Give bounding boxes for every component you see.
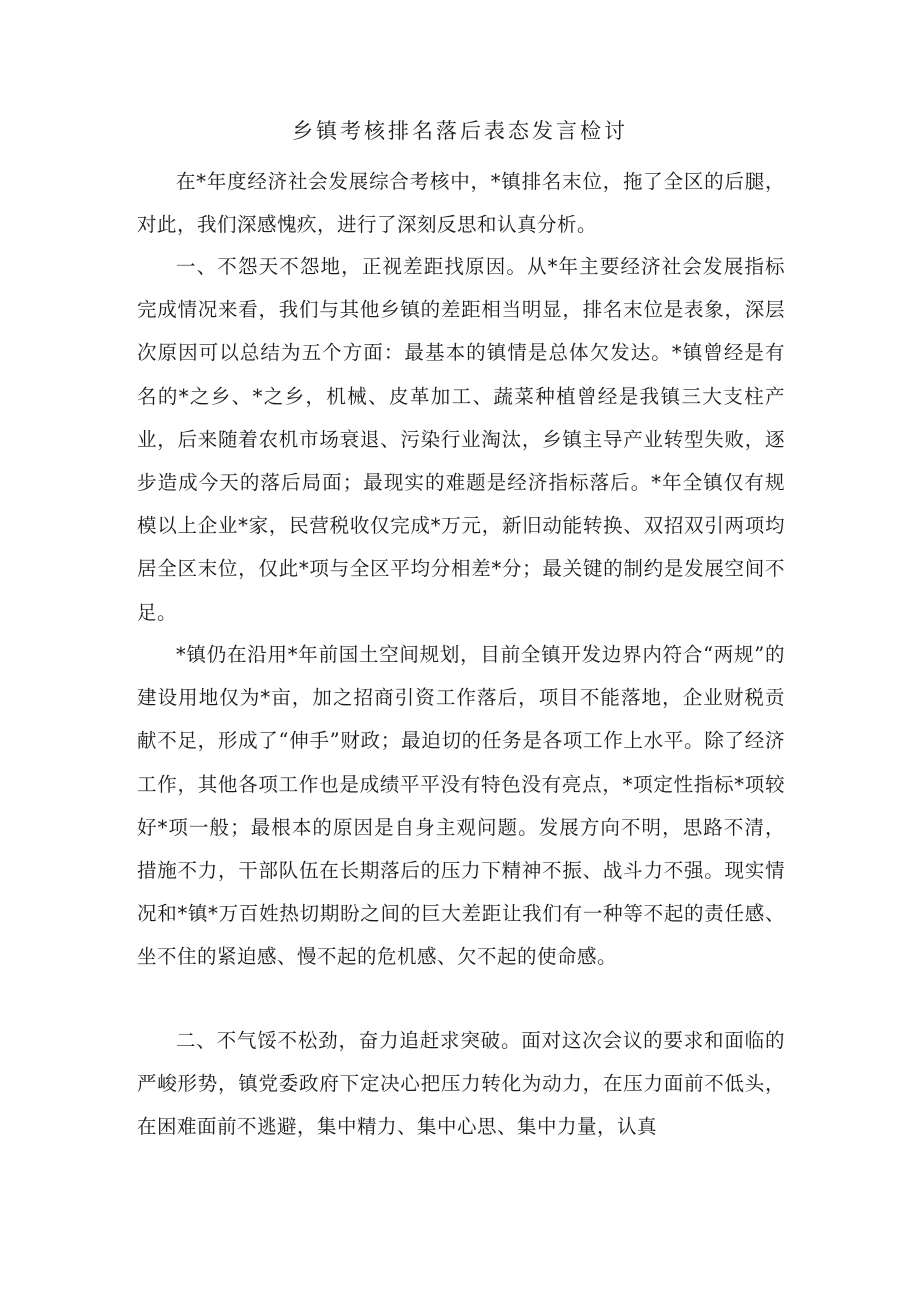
paragraph-section-one: 一、不怨天不怨地，正视差距找原因。从*年主要经济社会发展指标完成情况来看，我们与其他乡镇的差距相当明显，排名末位是表象，深层次原因可以总结为五个方面：最基本的镇情是总体欠发达。*镇曾经是有名的*之乡、*之乡，机械、皮革加工、蔬菜种植曾经是我镇三大支柱产业，后来随着农机市场衰退、污染行业淘汰，乡镇主导产业转型失败，逐步造成今天的落后局面；最现实的难题是经济指标落后。*年全镇仅有规模以上企业*家，民营税收仅完成*万元，新旧动能转换、双招双引两项均居全区末位，仅此*项与全区平均分相差*分；最关键的制约是发展空间不足。 (137, 255, 785, 624)
paragraph-section-one-continued: *镇仍在沿用*年前国土空间规划，目前全镇开发边界内符合“两规”的建设用地仅为*亩，加之招商引资工作落后，项目不能落地，企业财税贡献不足，形成了“伸手”财政；最迫切的任务是各项工作上水平。除了经济工作，其他各项工作也是成绩平平没有特色没有亮点，*项定性指标*项较好*项一般；最根本的原因是自身主观问题。发展方向不明，思路不清，措施不力，干部队伍在长期落后的压力下精神不振、战斗力不强。现实情况和*镇*万百姓热切期盼之间的巨大差距让我们有一种等不起的责任感、坐不住的紧迫感、慢不起的危机感、欠不起的使命感。 (137, 643, 785, 969)
paragraph-section-two: 二、不气馁不松劲，奋力追赶求突破。面对这次会议的要求和面临的严峻形势，镇党委政府下定决心把压力转化为动力，在压力面前不低头，在困难面前不逃避，集中精力、集中心思、集中力量，认真 (137, 1029, 785, 1139)
document-title: 乡镇考核排名落后表态发言检讨 (292, 119, 628, 143)
paragraph-intro: 在*年度经济社会发展综合考核中，*镇排名末位，拖了全区的后腿，对此，我们深感愧疚，进行了深刻反思和认真分析。 (137, 170, 785, 237)
